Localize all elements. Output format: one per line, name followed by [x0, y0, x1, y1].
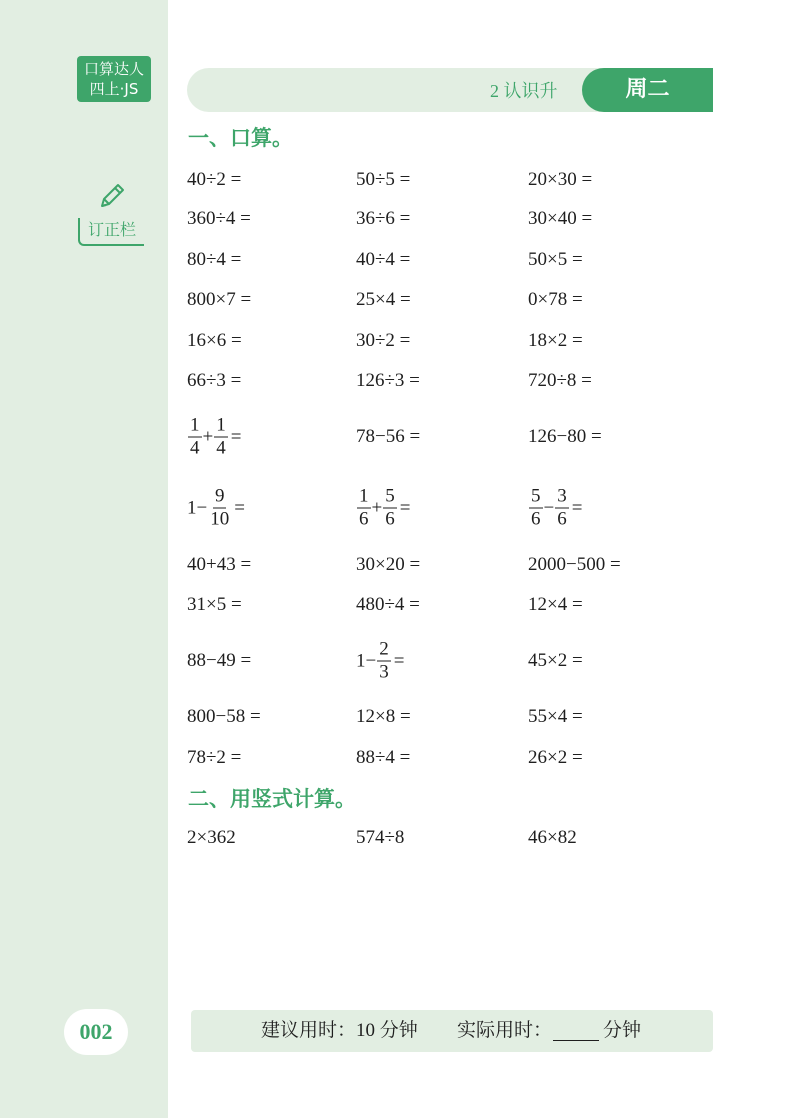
oral-calc-problem: 800×7 =	[187, 289, 252, 310]
equals-sign: =	[234, 497, 245, 518]
fraction-denominator: 6	[385, 508, 395, 530]
oral-calc-problem: 18×2 =	[528, 330, 583, 351]
oral-calc-problem: 40÷4 =	[356, 249, 411, 270]
oral-calc-problem: 80÷4 =	[187, 249, 242, 270]
oral-calc-problem: 40+43 =	[187, 554, 252, 575]
fraction	[214, 415, 228, 460]
suggested-time: 建议用时：10 分钟	[261, 1020, 418, 1041]
oral-calc-problem: 2000−500 =	[528, 554, 621, 575]
fraction-numerator: 1	[190, 414, 200, 436]
oral-calc-problem: 36÷6 =	[356, 208, 411, 229]
equals-sign: =	[571, 497, 583, 518]
fraction-denominator: 6	[557, 508, 567, 530]
book-brand-badge	[77, 56, 151, 102]
oral-calc-problem: 55×4 =	[528, 706, 583, 727]
fraction	[555, 486, 569, 531]
oral-calc-problem	[356, 639, 404, 684]
oral-calc-problem: 88−49 =	[187, 650, 252, 671]
fraction-numerator: 1	[216, 414, 226, 436]
oral-calc-problem: 126÷3 =	[356, 370, 420, 391]
oral-calc-problem: 126−80 =	[528, 426, 602, 447]
oral-calc-problem	[528, 486, 582, 531]
fraction-denominator: 6	[359, 508, 369, 530]
lesson-title: 2 认识升	[490, 81, 558, 101]
section-1-title: 一、口算。	[188, 126, 293, 150]
equals-sign: =	[393, 650, 405, 671]
oral-calc-problem: 12×4 =	[528, 594, 583, 615]
time-record-bar	[191, 1010, 713, 1052]
vertical-calc-problem: 2×362	[187, 827, 236, 848]
fraction-denominator: 10	[210, 508, 230, 530]
fraction	[529, 486, 543, 531]
vertical-calc-problem: 574÷8	[356, 827, 405, 848]
section-2-title: 二、用竖式计算。	[188, 787, 356, 811]
operator: −	[543, 497, 555, 518]
fraction-numerator: 9	[214, 485, 225, 507]
oral-calc-problem: 66÷3 =	[187, 370, 242, 391]
brand-line-1: 口算达人	[83, 60, 144, 78]
fraction-denominator: 3	[379, 661, 389, 683]
fraction-denominator: 4	[216, 437, 226, 459]
oral-calc-problem: 50×5 =	[528, 249, 583, 270]
oral-calc-problem: 78−56 =	[356, 426, 421, 447]
operator: +	[202, 426, 214, 447]
equals-sign: =	[230, 426, 242, 447]
oral-calc-problem: 720÷8 =	[528, 370, 592, 391]
oral-calc-problem	[356, 486, 410, 531]
brand-line-2: 四上·JS	[89, 80, 139, 98]
oral-calc-problem	[187, 486, 245, 531]
correction-column-label: 订正栏	[78, 218, 144, 246]
oral-calc-problem: 12×8 =	[356, 706, 411, 727]
oral-calc-problem: 88÷4 =	[356, 747, 411, 768]
pencil-icon	[94, 180, 128, 214]
oral-calc-problem: 800−58 =	[187, 706, 261, 727]
day-tab: 周二	[582, 68, 713, 112]
oral-calc-problem: 78÷2 =	[187, 747, 242, 768]
fraction-numerator: 5	[385, 485, 395, 507]
oral-calc-problem: 360÷4 =	[187, 208, 251, 229]
actual-time-blank[interactable]	[553, 1010, 599, 1041]
fraction-numerator: 1	[359, 485, 369, 507]
fraction-numerator: 5	[531, 485, 541, 507]
oral-calc-problem: 31×5 =	[187, 594, 242, 615]
vertical-calc-problem: 46×82	[528, 827, 577, 848]
oral-calc-problem	[187, 415, 241, 460]
oral-calc-problem: 480÷4 =	[356, 594, 420, 615]
oral-calc-problem: 16×6 =	[187, 330, 242, 351]
fraction-numerator: 2	[379, 638, 389, 660]
fraction	[383, 486, 397, 531]
oral-calc-problem: 20×30 =	[528, 169, 593, 190]
oral-calc-problem: 26×2 =	[528, 747, 583, 768]
actual-time-unit: 分钟	[603, 1020, 642, 1041]
fraction-numerator: 3	[557, 485, 567, 507]
fraction	[357, 486, 371, 531]
actual-time-label: 实际用时：	[457, 1020, 553, 1041]
fraction	[188, 415, 202, 460]
oral-calc-problem: 30×20 =	[356, 554, 421, 575]
page-number: 002	[64, 1009, 128, 1055]
equals-sign: =	[399, 497, 411, 518]
fraction	[377, 639, 391, 684]
oral-calc-problem: 0×78 =	[528, 289, 583, 310]
oral-calc-problem: 45×2 =	[528, 650, 583, 671]
operator: 1−	[356, 650, 377, 671]
operator: +	[371, 497, 383, 518]
fraction	[208, 486, 231, 531]
fraction-denominator: 6	[531, 508, 541, 530]
oral-calc-problem: 25×4 =	[356, 289, 411, 310]
sidebar	[0, 0, 168, 1118]
fraction-denominator: 4	[190, 437, 200, 459]
oral-calc-problem: 30÷2 =	[356, 330, 411, 351]
oral-calc-problem: 40÷2 =	[187, 169, 242, 190]
oral-calc-problem: 50÷5 =	[356, 169, 411, 190]
oral-calc-problem: 30×40 =	[528, 208, 593, 229]
operator: 1−	[187, 497, 208, 518]
